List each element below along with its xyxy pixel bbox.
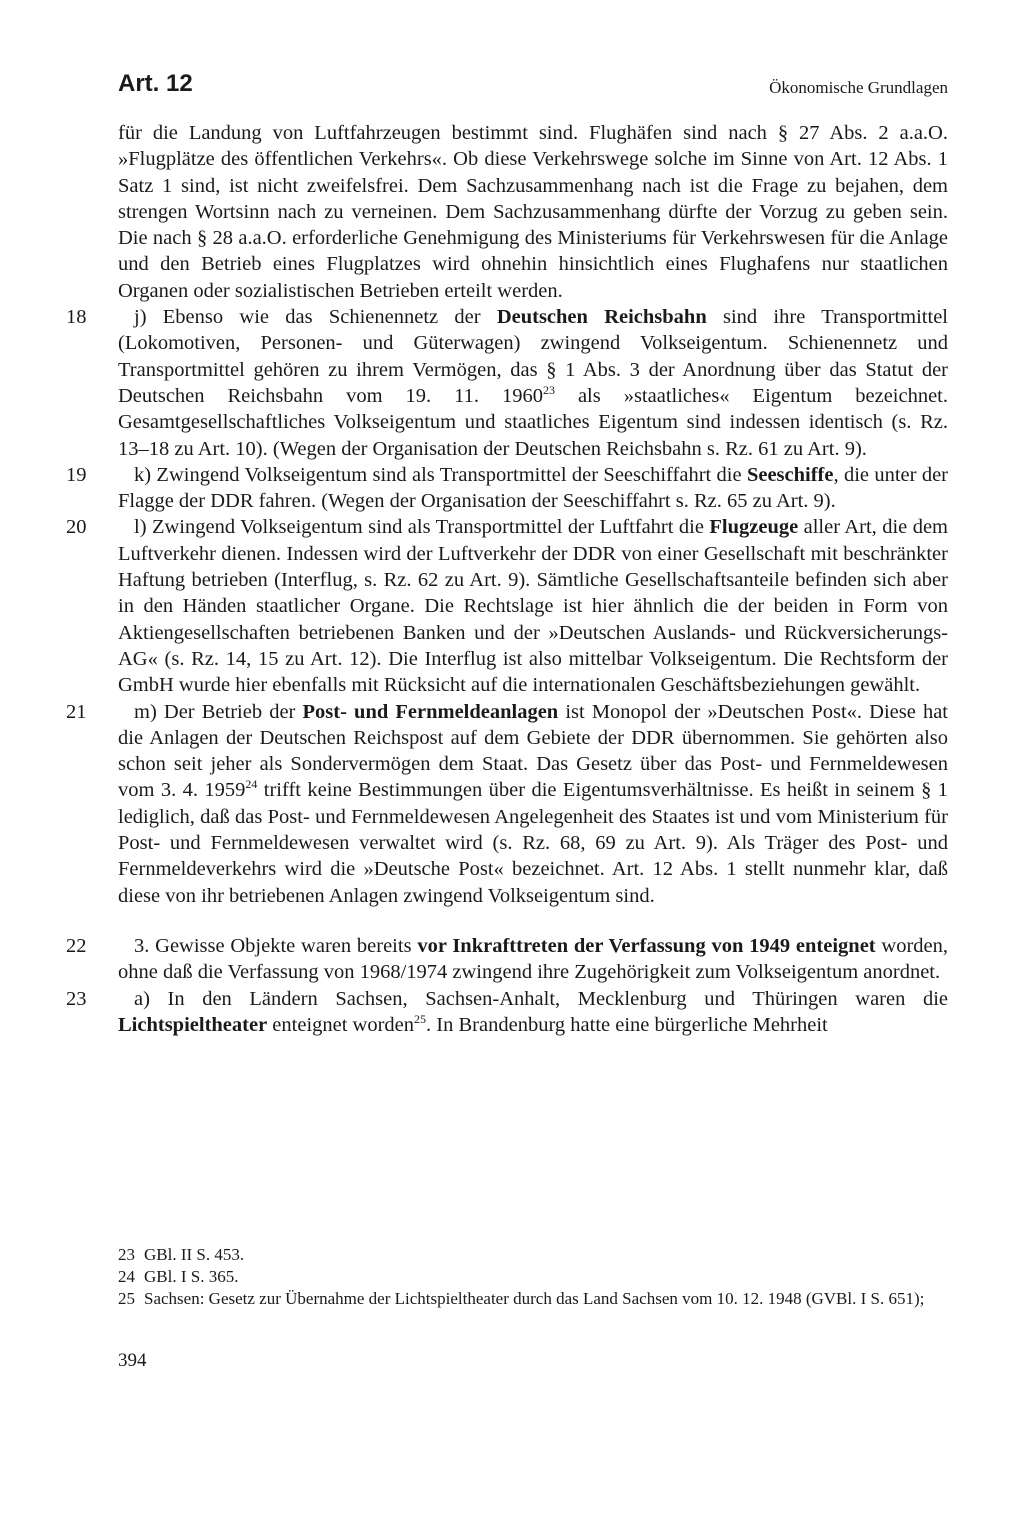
footnote: [118, 1266, 958, 1287]
text-run: l) Zwingend Volkseigentum sind als Transportmittel der Luftfahrt die: [134, 516, 710, 539]
paragraph: [66, 986, 948, 1039]
footnote-reference: 24: [245, 777, 258, 792]
paragraph-gap: [118, 909, 948, 933]
margin-number: 23: [66, 987, 87, 1010]
main-text: [66, 120, 949, 1038]
footnotes: [118, 1244, 958, 1310]
bold-term: Flugzeuge: [709, 516, 799, 539]
text-run: a) In den Ländern Sachsen, Sachsen-Anhalt, Mecklenburg und Thüringen waren die: [134, 987, 948, 1010]
text-run: worden, ohne daß die Verfassung von 1968/1974 zwingend ihre Zugehörigkeit zum Volkseigentum anordnet.: [118, 934, 949, 984]
page-number: 394: [118, 1350, 147, 1371]
paragraph-text: [118, 699, 948, 909]
paragraph: [66, 699, 948, 909]
margin-number: 21: [66, 700, 87, 723]
margin-number: 18: [66, 306, 87, 329]
paragraph: [118, 120, 948, 304]
paragraph: [66, 304, 949, 462]
bold-term: Seeschiffe: [746, 463, 834, 486]
section-title: Ökonomische Grundlagen: [769, 78, 948, 97]
footnote-text: GBl. II S. 453.: [144, 1245, 245, 1264]
footnote-number: 23: [118, 1245, 135, 1264]
text-run: sind ihre Transportmittel (Lokomotiven, Personen- und Güterwagen) zwingend Volkseigentum. Schienennetz und Transportmittel gehören zu ihrem Vermögen, das § 1 Abs. 3 der Anordnung über das Statut der Deutschen Reichsbahn vom 19. 11. 1960: [118, 306, 948, 407]
paragraph-text: [118, 304, 948, 462]
article-label: Art. 12: [118, 70, 193, 97]
footnote-text: Sachsen: Gesetz zur Übernahme der Lichtspieltheater durch das Land Sachsen vom 10. 12. 1948 (GVBl. I S. 651);: [144, 1289, 925, 1308]
paragraph: [66, 514, 949, 698]
margin-number: 19: [66, 463, 87, 486]
text-run: k) Zwingend Volkseigentum sind als Transportmittel der Seeschiffahrt die: [134, 463, 747, 486]
text-run: ist Monopol der »Deutschen Post«. Diese hat die Anlagen der Deutschen Reichspost auf dem Gebiete der DDR übernommen. Sie gehörten also schon seit jeher als Sondervermögen dem Staat. Das Gesetz über das Post- und Fernmeldewesen vom 3. 4. 1959: [118, 700, 948, 802]
footnote-reference: 25: [414, 1011, 427, 1026]
text-run: 3. Gewisse Objekte waren bereits: [134, 934, 418, 957]
margin-number: 22: [66, 934, 87, 957]
text-run: , die unter der Flagge der DDR fahren. (Wegen der Organisation der Seeschiffahrt s. Rz. 65 zu Art. 9).: [118, 463, 948, 513]
text-run: aller Art, die dem Luftverkehr dienen. Indessen wird der Luftverkehr der DDR von einer Gesellschaft mit beschränkter Haftung betrieben (Interflug, s. Rz. 62 zu Art. 9). Sämtliche Gesellschaftsanteile befinden sich aber in den Händen staatlicher Organe. Die Rechtslage ist hier ähnlich die der beiden in Form von Aktiengesellschaften betriebenen Banken und der »Deutschen Auslands- und Rückversicherungs-AG« (s. Rz. 14, 15 zu Art. 12). Die Interflug ist also mittelbar Volkseigentum. Die Rechtsform der GmbH wurde hier ebenfalls mit Rücksicht auf die internationalen Geschäftsbeziehungen gewählt.: [118, 516, 949, 697]
paragraph-text: [118, 986, 948, 1039]
margin-number: 20: [66, 516, 87, 539]
paragraph: [66, 933, 949, 986]
footnote-text: GBl. I S. 365.: [144, 1267, 239, 1286]
footnote: [118, 1244, 958, 1265]
text-run: für die Landung von Luftfahrzeugen bestimmt sind. Flughäfen sind nach § 27 Abs. 2 a.a.O. »Flugplätze des öffentlichen Verkehrs«. Ob diese Verkehrswege solche im Sinne von Art. 12 Abs. 1 Satz 1 sind, ist nicht zweifelsfrei. Dem Sachzusammenhang nach ist die Frage zu bejahen, dem strengen Wortsinn nach zu verneinen. Dem Sachzusammenhang dürfte der Vorzug zu geben sein. Die nach § 28 a.a.O. erforderliche Genehmigung des Ministeriums für Verkehrswesen für die Anlage und den Betrieb eines Flugplatzes wird ohnehin hinsichtlich eines Flughafens nur staatlichen Organen oder sozialistischen Betrieben erteilt werden.: [118, 122, 948, 302]
text-run: trifft keine Bestimmungen über die Eigentumsverhältnisse. Es heißt in seinem § 1 lediglich, daß das Post- und Fernmeldewesen Angelegenheit des Staates ist und vom Ministerium für Post- und Fernmeldewesen verwaltet wird (s. Rz. 68, 69 zu Art. 9). Als Träger des Post- und Fernmeldeverkehrs wird die »Deutsche Post« bezeichnet. Art. 12 Abs. 1 stellt nunmehr klar, daß diese von ihr betriebenen Anlagen zwingend Volkseigentum sind.: [118, 779, 948, 907]
running-header: [118, 70, 948, 110]
bold-term: Deutschen Reichsbahn: [496, 306, 707, 329]
paragraph-text: [118, 933, 948, 986]
footnote-reference: 23: [542, 383, 555, 398]
bold-term: Lichtspieltheater: [118, 1013, 268, 1036]
paragraph-text: [118, 462, 948, 515]
text-run: enteignet worden: [267, 1013, 415, 1036]
footnote: [118, 1288, 958, 1309]
footnote-number: 25: [118, 1289, 135, 1308]
text-run: . In Brandenburg hatte eine bürgerliche Mehrheit: [426, 1013, 828, 1036]
bold-term: vor Inkrafttreten der Verfassung von 1949 enteignet: [417, 934, 876, 957]
footnote-number: 24: [118, 1267, 135, 1286]
text-run: j) Ebenso wie das Schienennetz der: [134, 306, 497, 329]
text-run: m) Der Betrieb der: [134, 700, 303, 723]
paragraph-text: [118, 514, 948, 698]
paragraph-text: [118, 120, 948, 304]
text-run: als »staatliches« Eigentum bezeichnet. Gesamtgesellschaftliches Volkseigentum und staatliches Eigentum sind indessen identisch (s. Rz. 13–18 zu Art. 10). (Wegen der Organisation der Deutschen Reichsbahn s. Rz. 61 zu Art. 9).: [118, 384, 949, 460]
bold-term: Post- und Fernmeldeanlagen: [302, 700, 559, 723]
paragraph: [66, 462, 948, 515]
